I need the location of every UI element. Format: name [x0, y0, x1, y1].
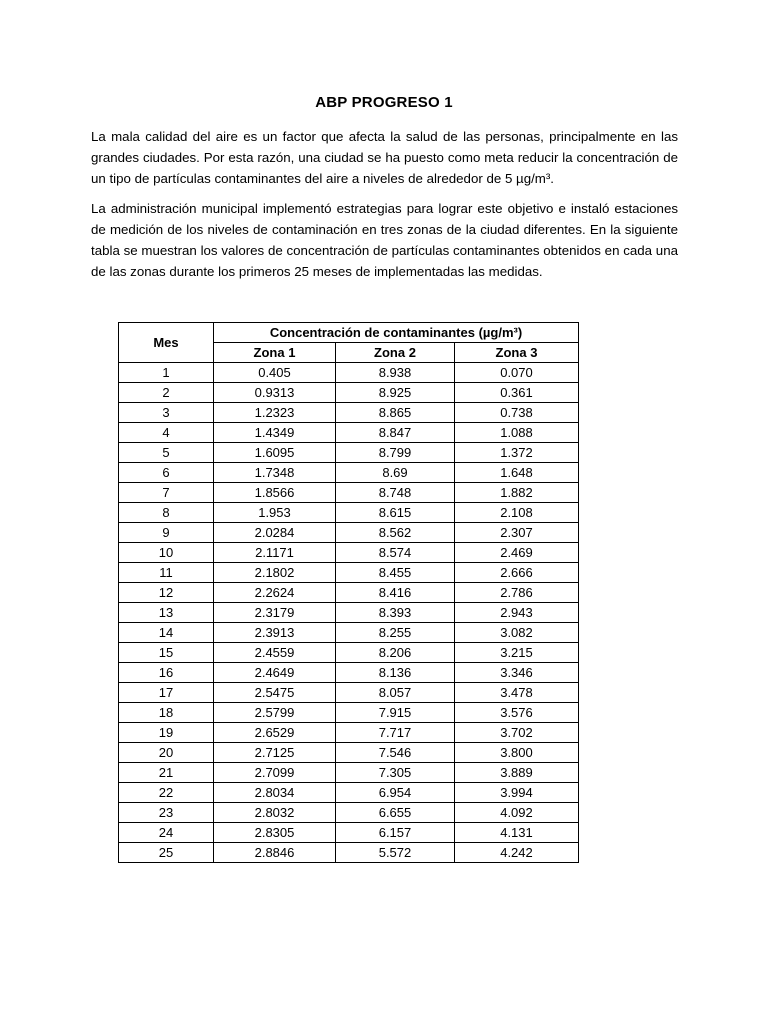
- table-row: [119, 403, 579, 423]
- cell-zona-3: 1.372: [455, 443, 579, 463]
- cell-zona-2: 7.915: [336, 703, 455, 723]
- cell-mes: 4: [119, 423, 214, 443]
- table-row: [119, 623, 579, 643]
- cell-zona-2: 6.157: [336, 823, 455, 843]
- page-title: ABP PROGRESO 1: [315, 94, 453, 111]
- cell-zona-3: 2.786: [455, 583, 579, 603]
- cell-mes: 22: [119, 783, 214, 803]
- method-paragraph: La administración municipal implementó estrategias para lograr este objetivo e instaló estaciones de medición de los niveles de contaminación en tres zonas de la ciudad diferentes. En la siguiente tabla se muestran los valores de concentración de partículas contaminantes obtenidos en cada una de las zonas durante los primeros 25 meses de implementadas las medidas.: [91, 201, 678, 279]
- cell-zona-1: 2.8305: [214, 823, 336, 843]
- cell-zona-3: 3.215: [455, 643, 579, 663]
- cell-zona-1: 2.1171: [214, 543, 336, 563]
- cell-zona-1: 0.9313: [214, 383, 336, 403]
- cell-zona-3: 1.088: [455, 423, 579, 443]
- cell-mes: 25: [119, 843, 214, 863]
- cell-zona-2: 6.954: [336, 783, 455, 803]
- header-zona-3: Zona 3: [455, 343, 579, 363]
- cell-zona-3: 3.800: [455, 743, 579, 763]
- cell-zona-3: 4.092: [455, 803, 579, 823]
- table-row: [119, 823, 579, 843]
- cell-zona-3: 2.108: [455, 503, 579, 523]
- cell-zona-2: 8.574: [336, 543, 455, 563]
- table-row: [119, 743, 579, 763]
- cell-zona-3: 3.346: [455, 663, 579, 683]
- cell-mes: 3: [119, 403, 214, 423]
- table-row: [119, 583, 579, 603]
- cell-zona-1: 1.2323: [214, 403, 336, 423]
- table-row: [119, 843, 579, 863]
- cell-zona-2: 8.615: [336, 503, 455, 523]
- table-body: [119, 363, 579, 863]
- cell-mes: 2: [119, 383, 214, 403]
- cell-zona-1: 2.5475: [214, 683, 336, 703]
- table-row: [119, 663, 579, 683]
- cell-zona-1: 2.5799: [214, 703, 336, 723]
- cell-zona-3: 2.666: [455, 563, 579, 583]
- cell-zona-1: 2.4559: [214, 643, 336, 663]
- table-row: [119, 643, 579, 663]
- cell-zona-3: 3.576: [455, 703, 579, 723]
- cell-zona-3: 2.307: [455, 523, 579, 543]
- cell-zona-3: 4.131: [455, 823, 579, 843]
- table-row: [119, 423, 579, 443]
- cell-zona-3: 3.082: [455, 623, 579, 643]
- cell-mes: 24: [119, 823, 214, 843]
- cell-zona-1: 1.4349: [214, 423, 336, 443]
- table-row: [119, 723, 579, 743]
- table-row: [119, 503, 579, 523]
- cell-zona-3: 0.361: [455, 383, 579, 403]
- cell-zona-1: 2.7125: [214, 743, 336, 763]
- cell-zona-2: 8.393: [336, 603, 455, 623]
- cell-mes: 6: [119, 463, 214, 483]
- cell-zona-3: 1.882: [455, 483, 579, 503]
- cell-zona-3: 2.943: [455, 603, 579, 623]
- cell-zona-2: 8.748: [336, 483, 455, 503]
- cell-zona-1: 1.8566: [214, 483, 336, 503]
- cell-zona-2: 7.546: [336, 743, 455, 763]
- table-row: [119, 683, 579, 703]
- cell-mes: 1: [119, 363, 214, 383]
- table-row: [119, 703, 579, 723]
- cell-zona-2: 8.416: [336, 583, 455, 603]
- cell-zona-3: 2.469: [455, 543, 579, 563]
- table-row: [119, 483, 579, 503]
- cell-zona-2: 8.938: [336, 363, 455, 383]
- cell-mes: 11: [119, 563, 214, 583]
- cell-zona-1: 0.405: [214, 363, 336, 383]
- cell-mes: 23: [119, 803, 214, 823]
- table-row: [119, 463, 579, 483]
- cell-zona-2: 8.562: [336, 523, 455, 543]
- cell-zona-2: 7.305: [336, 763, 455, 783]
- cell-zona-1: 2.6529: [214, 723, 336, 743]
- cell-zona-1: 2.3913: [214, 623, 336, 643]
- cell-zona-3: 0.070: [455, 363, 579, 383]
- table-row: [119, 443, 579, 463]
- cell-zona-2: 8.136: [336, 663, 455, 683]
- cell-zona-1: 2.7099: [214, 763, 336, 783]
- concentration-table: [118, 322, 579, 863]
- cell-zona-3: 1.648: [455, 463, 579, 483]
- cell-zona-2: 8.865: [336, 403, 455, 423]
- cell-zona-2: 8.925: [336, 383, 455, 403]
- cell-zona-2: 8.69: [336, 463, 455, 483]
- cell-mes: 10: [119, 543, 214, 563]
- cell-zona-2: 8.206: [336, 643, 455, 663]
- cell-mes: 17: [119, 683, 214, 703]
- cell-mes: 16: [119, 663, 214, 683]
- cell-zona-1: 2.8034: [214, 783, 336, 803]
- table-row: [119, 523, 579, 543]
- cell-mes: 19: [119, 723, 214, 743]
- cell-mes: 20: [119, 743, 214, 763]
- cell-mes: 8: [119, 503, 214, 523]
- cell-zona-1: 2.8846: [214, 843, 336, 863]
- cell-mes: 9: [119, 523, 214, 543]
- cell-zona-2: 8.057: [336, 683, 455, 703]
- cell-zona-3: 3.889: [455, 763, 579, 783]
- table-row: [119, 603, 579, 623]
- cell-zona-2: 6.655: [336, 803, 455, 823]
- cell-zona-3: 4.242: [455, 843, 579, 863]
- cell-zona-2: 8.847: [336, 423, 455, 443]
- table-row: [119, 543, 579, 563]
- cell-zona-1: 1.7348: [214, 463, 336, 483]
- header-zona-1: Zona 1: [214, 343, 336, 363]
- cell-zona-1: 2.3179: [214, 603, 336, 623]
- cell-mes: 14: [119, 623, 214, 643]
- table-row: [119, 383, 579, 403]
- cell-mes: 7: [119, 483, 214, 503]
- header-concentration: Concentración de contaminantes (µg/m³): [214, 323, 579, 343]
- table-row: [119, 803, 579, 823]
- cell-zona-1: 2.1802: [214, 563, 336, 583]
- cell-mes: 13: [119, 603, 214, 623]
- cell-mes: 15: [119, 643, 214, 663]
- table-row: [119, 563, 579, 583]
- cell-mes: 12: [119, 583, 214, 603]
- table-row: [119, 783, 579, 803]
- cell-zona-1: 2.0284: [214, 523, 336, 543]
- cell-mes: 5: [119, 443, 214, 463]
- cell-mes: 21: [119, 763, 214, 783]
- table-row: [119, 363, 579, 383]
- cell-zona-3: 3.478: [455, 683, 579, 703]
- cell-zona-2: 8.799: [336, 443, 455, 463]
- header-mes: Mes: [119, 323, 214, 363]
- cell-zona-2: 7.717: [336, 723, 455, 743]
- cell-zona-3: 0.738: [455, 403, 579, 423]
- cell-zona-3: 3.702: [455, 723, 579, 743]
- cell-zona-2: 8.455: [336, 563, 455, 583]
- cell-zona-1: 2.8032: [214, 803, 336, 823]
- cell-zona-1: 1.6095: [214, 443, 336, 463]
- intro-paragraph: La mala calidad del aire es un factor que afecta la salud de las personas, principalmente en las grandes ciudades. Por esta razón, una ciudad se ha puesto como meta reducir la concentración de un tipo de partículas contaminantes del aire a niveles de alrededor de 5 µg/m³.: [91, 129, 678, 186]
- cell-zona-2: 5.572: [336, 843, 455, 863]
- cell-mes: 18: [119, 703, 214, 723]
- cell-zona-1: 1.953: [214, 503, 336, 523]
- cell-zona-2: 8.255: [336, 623, 455, 643]
- cell-zona-1: 2.2624: [214, 583, 336, 603]
- header-zona-2: Zona 2: [336, 343, 455, 363]
- table-row: [119, 763, 579, 783]
- cell-zona-1: 2.4649: [214, 663, 336, 683]
- cell-zona-3: 3.994: [455, 783, 579, 803]
